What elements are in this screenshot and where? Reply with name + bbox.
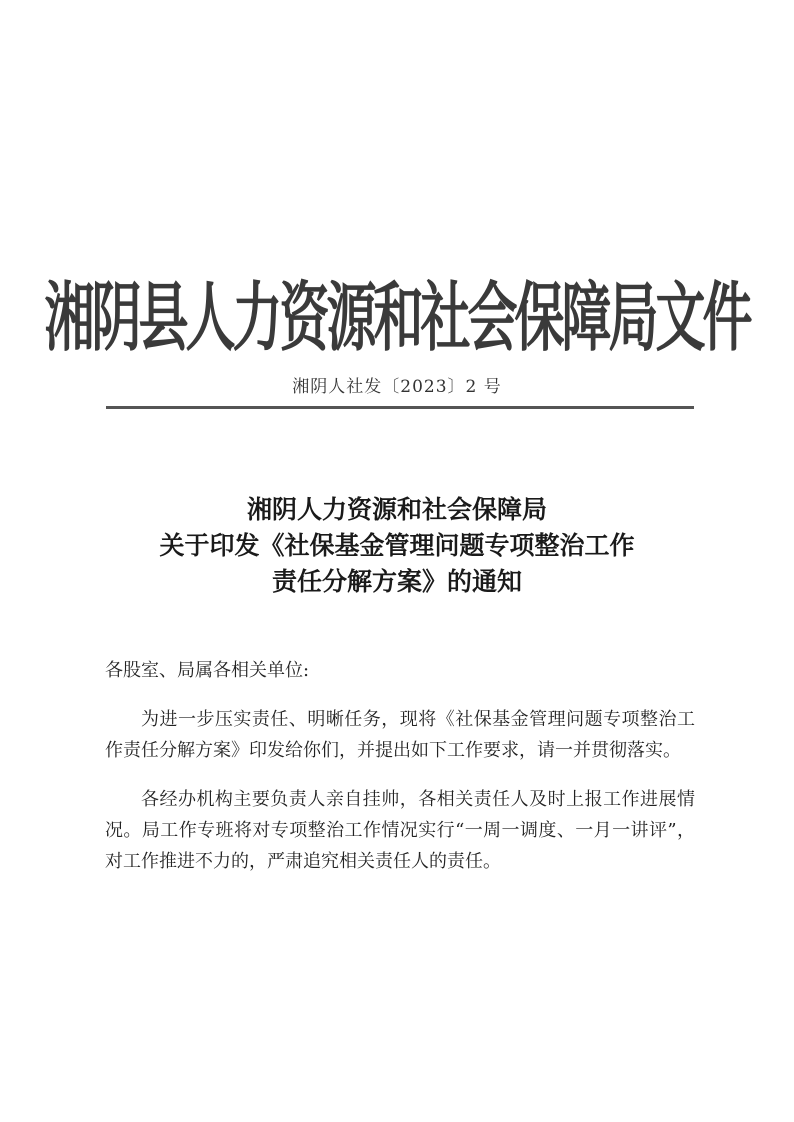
salutation: 各股室、局属各相关单位: — [105, 660, 310, 681]
body-paragraph-2: 各经办机构主要负责人亲自挂帅，各相关责任人及时上报工作进展情况。局工作专班将对专项整治工作情况实行“一周一调度、一月一讲评”，对工作推进不力的，严肃追究相关责任人的责任。 — [105, 789, 695, 872]
notice-body — [105, 656, 695, 887]
notice-title-line-2: 关于印发《社保基金管理问题专项整治工作 — [159, 531, 635, 560]
issuer-masthead: 湘阴县人力资源和社会保障局文件 — [44, 273, 750, 362]
notice-title-line-1: 湘阴人力资源和社会保障局 — [246, 495, 547, 524]
document-number: 湘阴人社发〔2023〕2 号 — [292, 377, 502, 397]
notice-title — [0, 492, 794, 600]
body-paragraph-1: 为进一步压实责任、明晰任务，现将《社保基金管理问题专项整治工作责任分解方案》印发给你们，并提出如下工作要求，请一并贯彻落实。 — [105, 709, 695, 761]
header-divider — [106, 406, 694, 409]
notice-title-line-3: 责任分解方案》的通知 — [271, 567, 522, 596]
